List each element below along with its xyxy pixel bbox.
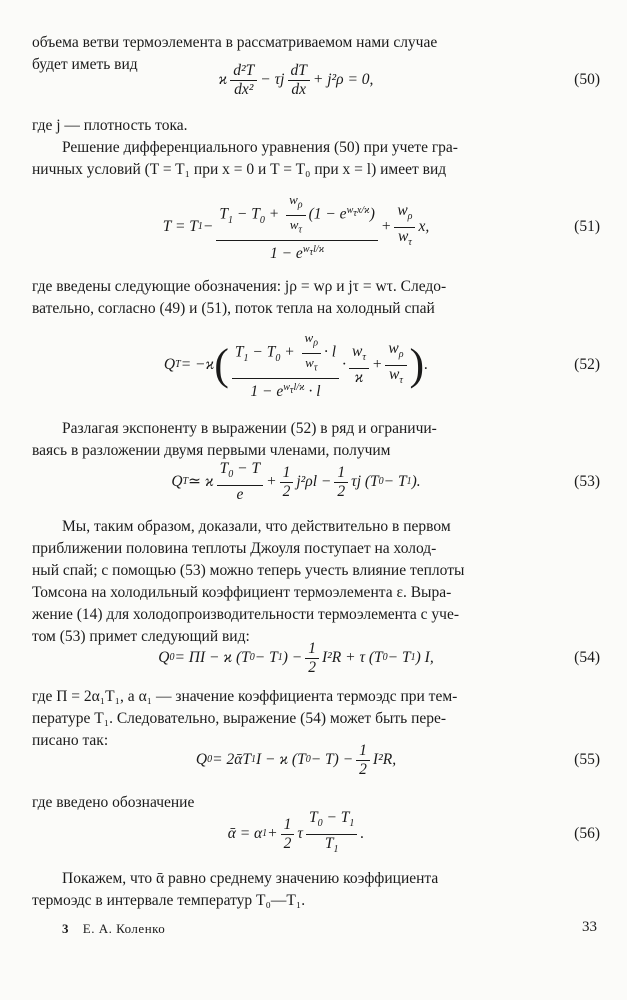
footer-signature — [62, 918, 165, 940]
equation-number: (52) — [574, 356, 600, 373]
equation-52: Q T = −ϰ ( $T_1 - T_0$ + $\frac{w_\rho}{w_\tau}$ · l $1 - e^{w_\tau l/ϰ} \cdot l$ · $\frac{w_\tau}{ϰ}$ + $\frac{w_\rho}{w_\tau}$ ) . (52) — [163, 330, 600, 400]
signature-mark: 3 — [62, 921, 69, 936]
text-line: Разлагая экспоненту в выражении (52) в ряд и ограничи- — [62, 420, 437, 437]
text-line: ваясь в разложении двумя первыми членами, получим — [32, 442, 391, 459]
text-line: пературе T₁. Следовательно, выражение (54) может быть пере- — [32, 710, 447, 727]
text-line: Покажем, что ᾱ равно среднему значению коэффициента — [62, 870, 439, 887]
text-line: Решение дифференциального уравнения (50) при учете гра- — [62, 139, 458, 156]
equation-number: (56) — [574, 825, 600, 842]
page-number: 33 — [582, 919, 597, 935]
text-line: где введены следующие обозначения: jρ = wρ и jτ = wτ. Следо- — [32, 278, 447, 295]
text-line: Мы, таким образом, доказали, что действительно в первом — [62, 518, 451, 535]
text-line: Томсона на холодильный коэффициент термоэлемента ε. Выра- — [32, 584, 452, 601]
text-line: будет иметь вид — [32, 56, 138, 73]
author-name: Е. А. Коленко — [82, 921, 166, 936]
text-line: где Π = 2α₁T₁, а α₁ — значение коэффициента термоэдс при тем- — [32, 688, 458, 705]
equation-number: (55) — [574, 751, 600, 768]
equation-54: Q 0 = ΠI − ϰ (T 0 − T 1 ) − $\frac{1}{2}$ I²R + τ (T 0 − T 1 ) I, (54) — [158, 639, 600, 676]
text-line: приближении половина теплоты Джоуля поступает на холод- — [32, 540, 437, 557]
equation-number: (50) — [574, 71, 600, 88]
text-line: где j — плотность тока. — [32, 117, 188, 134]
equation-55: Q 0 = 2ᾱT 1 I − ϰ (T 0 − T) − $\frac{1}{2}$ I²R, (55) — [195, 741, 600, 778]
text-line: писано так: — [32, 732, 109, 749]
text-line: где введено обозначение — [32, 794, 195, 811]
text-line: объема ветви термоэлемента в рассматриваемом нами случае — [32, 34, 438, 51]
equation-56: ᾱ = α 1 + $\frac{1}{2}$ τ $\frac{T_0 - T_1}{T_1}$ . (56) — [227, 809, 600, 855]
text-line: жение (14) для холодопроизводительности термоэлемента с уче- — [32, 606, 459, 623]
equation-number: (54) — [574, 649, 600, 666]
text-line: термоэдс в интервале температур T₀—T₁. — [32, 892, 306, 909]
text-line: том (53) примет следующий вид: — [32, 628, 250, 645]
equation-50: ϰ $\frac{\text{d²T}}{\text{dx²}}$ − τj $\frac{dT}{dx}$ + j²ρ = 0, (50) — [218, 61, 600, 98]
text-line: ничных условий (T = T₁ при x = 0 и T = T₀ при x = l) имеет вид — [32, 161, 447, 178]
equation-number: (53) — [574, 473, 600, 490]
equation-number: (51) — [574, 218, 600, 235]
text-line: вательно, согласно (49) и (51), поток тепла на холодный спай — [32, 300, 435, 317]
text-line: ный спай; с помощью (53) можно теперь учесть влияние теплоты — [32, 562, 465, 579]
equation-51: T = T 1 − $T_1 - T_0$ + $\frac{w_\rho}{w_\tau}$ $(1 - e^{w_\tau x/ϰ})$ $1 - e^{w_\tau l/ϰ}$ + $\frac{w_\rho}{w_\tau}$ x, (51) — [162, 192, 600, 262]
equation-53: Q T ≃ ϰ $\frac{T_0 - T}{e}$ + $\frac{1}{2}$ j²ρl − $\frac{1}{2}$ τj (T 0 − T 1 ). (53) — [171, 460, 600, 503]
